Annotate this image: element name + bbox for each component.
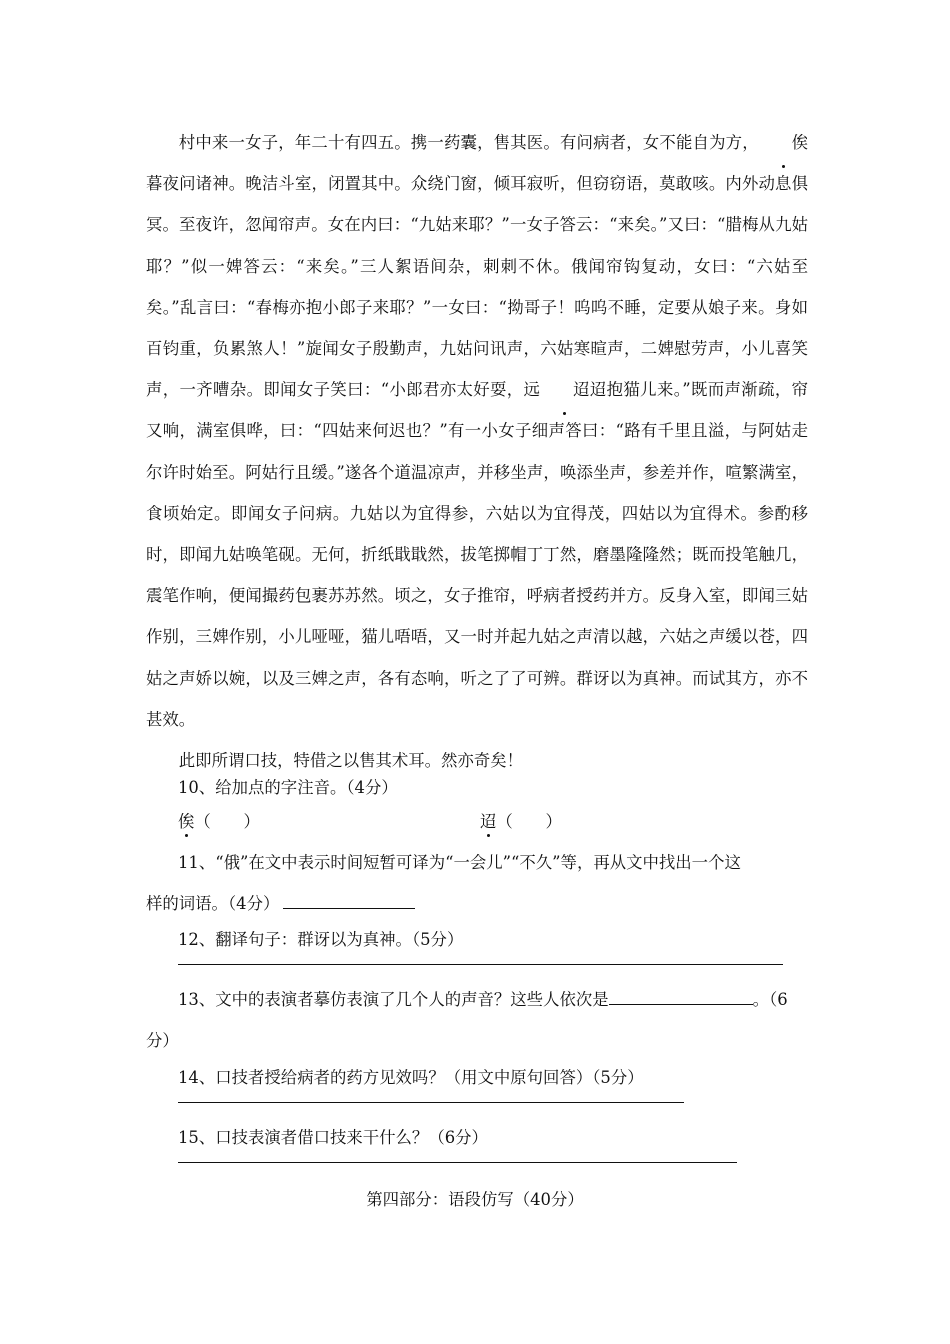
dotted-char-tiao: 迢 [540,369,589,410]
question-15 [146,1128,808,1148]
question-11 [146,853,808,873]
question-11-line2 [146,894,808,914]
answer-char-si: 俟 [178,812,195,831]
passage-text: 暮夜问诸神。晚洁斗室，闭置其中。众绕门窗，倾耳寂听，但窃窃语，莫敢咳。内外动息俱冥。至夜许，忽闻帘声。女在内曰：“九姑来耶？”一女子答云：“来矣。”又曰：“腊梅从九姑耶？”似一婢答云：“来矣。”三人絮语间杂，刺刺不休。俄闻帘钩复动，女曰：“六姑至矣。”乱言曰：“春梅亦抱小郎子来耶？”一女曰：“拗哥子！呜呜不睡，定要从娘子来。身如百钧重，负累煞人！”旋闻女子殷勤声，九姑问讯声，六姑寒暄声，二婢慰劳声，小儿喜笑声，一齐嘈杂。即闻女子笑曰：“小郎君亦太好耍，远 [146,174,808,400]
question-13-text-end: 。（6 [752,990,788,1009]
question-12-text: 12、翻译句子：群讶以为真神。（5分） [178,930,464,949]
question-13-text: 13、文中的表演者摹仿表演了几个人的声音？这些人依次是 [178,990,609,1009]
question-15-text: 15、口技表演者借口技来干什么？（6分） [178,1128,488,1147]
question-10-text: 10、给加点的字注音。（4分） [178,778,398,797]
question-15-answer-line[interactable] [178,1162,737,1163]
section-title: 第四部分：语段仿写（40分） [366,1190,584,1209]
question-11-text: 11、“俄”在文中表示时间短暂可译为“一会儿”“不久”等，再从文中找出一个这 [178,853,741,872]
question-12-answer-line[interactable] [178,964,783,965]
question-13-line2 [146,1031,808,1051]
question-10-answers [146,812,808,832]
passage-paragraph-1 [146,122,808,740]
answer-paren-si[interactable]: （ ） [194,812,260,831]
passage-text: 村中来一女子，年二十有四五。携一药囊，售其医。有问病者，女不能自为方， [178,133,759,152]
question-13-text-2: 分） [146,1031,179,1050]
question-14 [146,1068,808,1088]
passage [146,122,808,781]
passage-paragraph-2: 此即所谓口技，特借之以售其术耳。然亦奇矣！ [178,751,523,771]
question-12 [146,930,808,950]
passage-text: 迢抱猫儿来。”既而声渐疏，帘又响，满室俱哗，曰：“四姑来何迟也？”有一小女子细声答曰：“路有千里且溢，与阿姑走尔许时始至。阿姑行且缓。”遂各个道温凉声，并移坐声，唤添坐声，参差并作，喧繁满室，食顷始定。即闻女子问病。九姑以为宜得参，六姑以为宜得茂，四姑以为宜得术。参酌移时，即闻九姑唤笔砚。无何，折纸戢戢然，拔笔掷帽丁丁然，磨墨隆隆然；既而投笔触几，震笔作响，便闻撮药包裹苏苏然。顷之，女子推帘，呼病者授药并方。反身入室，即闻三姑作别，三婢作别，小儿哑哑，猫儿唔唔，又一时并起九姑之声清以越，六姑之声缓以苍，四姑之声娇以婉，以及三婢之声，各有态响，听之了了可辨。群讶以为真神。而试其方，亦不甚效。 [146,380,808,729]
question-13-answer-blank[interactable] [609,990,753,1005]
dotted-char-si: 俟 [759,122,808,163]
answer-char-tiao: 迢 [480,812,497,831]
question-13 [146,990,808,1010]
question-14-text: 14、口技者授给病者的药方见效吗？（用文中原句回答）（5分） [178,1068,644,1087]
question-11-text-2: 样的词语。（4分） [146,894,280,913]
question-11-answer-blank[interactable] [283,894,415,909]
answer-paren-tiao[interactable]: （ ） [496,812,562,831]
question-14-answer-line[interactable] [178,1102,684,1103]
question-10 [146,778,808,798]
